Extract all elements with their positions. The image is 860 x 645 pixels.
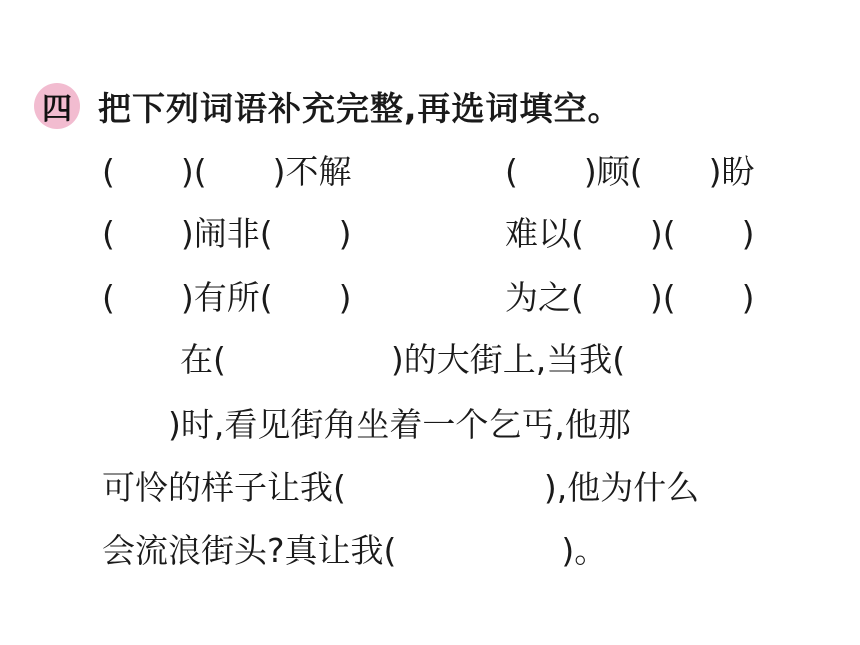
section-number-badge: 四 — [34, 83, 80, 129]
passage-line: )时,看见街角坐着一个乞丐,他那 — [102, 405, 631, 444]
passage-line: 会流浪街头?真让我( )。 — [102, 531, 608, 570]
idiom-item: ( )( )不解 — [102, 152, 352, 191]
section-title: 把下列词语补充完整,再选词填空。 — [98, 88, 622, 128]
idiom-item: ( )有所( ) — [102, 278, 352, 317]
idiom-item: ( )顾( )盼 — [505, 152, 755, 191]
passage-line: 在( )的大街上,当我( — [180, 340, 626, 379]
idiom-item: 难以( )( ) — [505, 214, 755, 253]
idiom-item: ( )闹非( ) — [102, 214, 352, 253]
passage-line: 可怜的样子让我( ),他为什么 — [102, 468, 700, 507]
section-header — [34, 82, 622, 130]
idiom-item: 为之( )( ) — [505, 278, 755, 317]
